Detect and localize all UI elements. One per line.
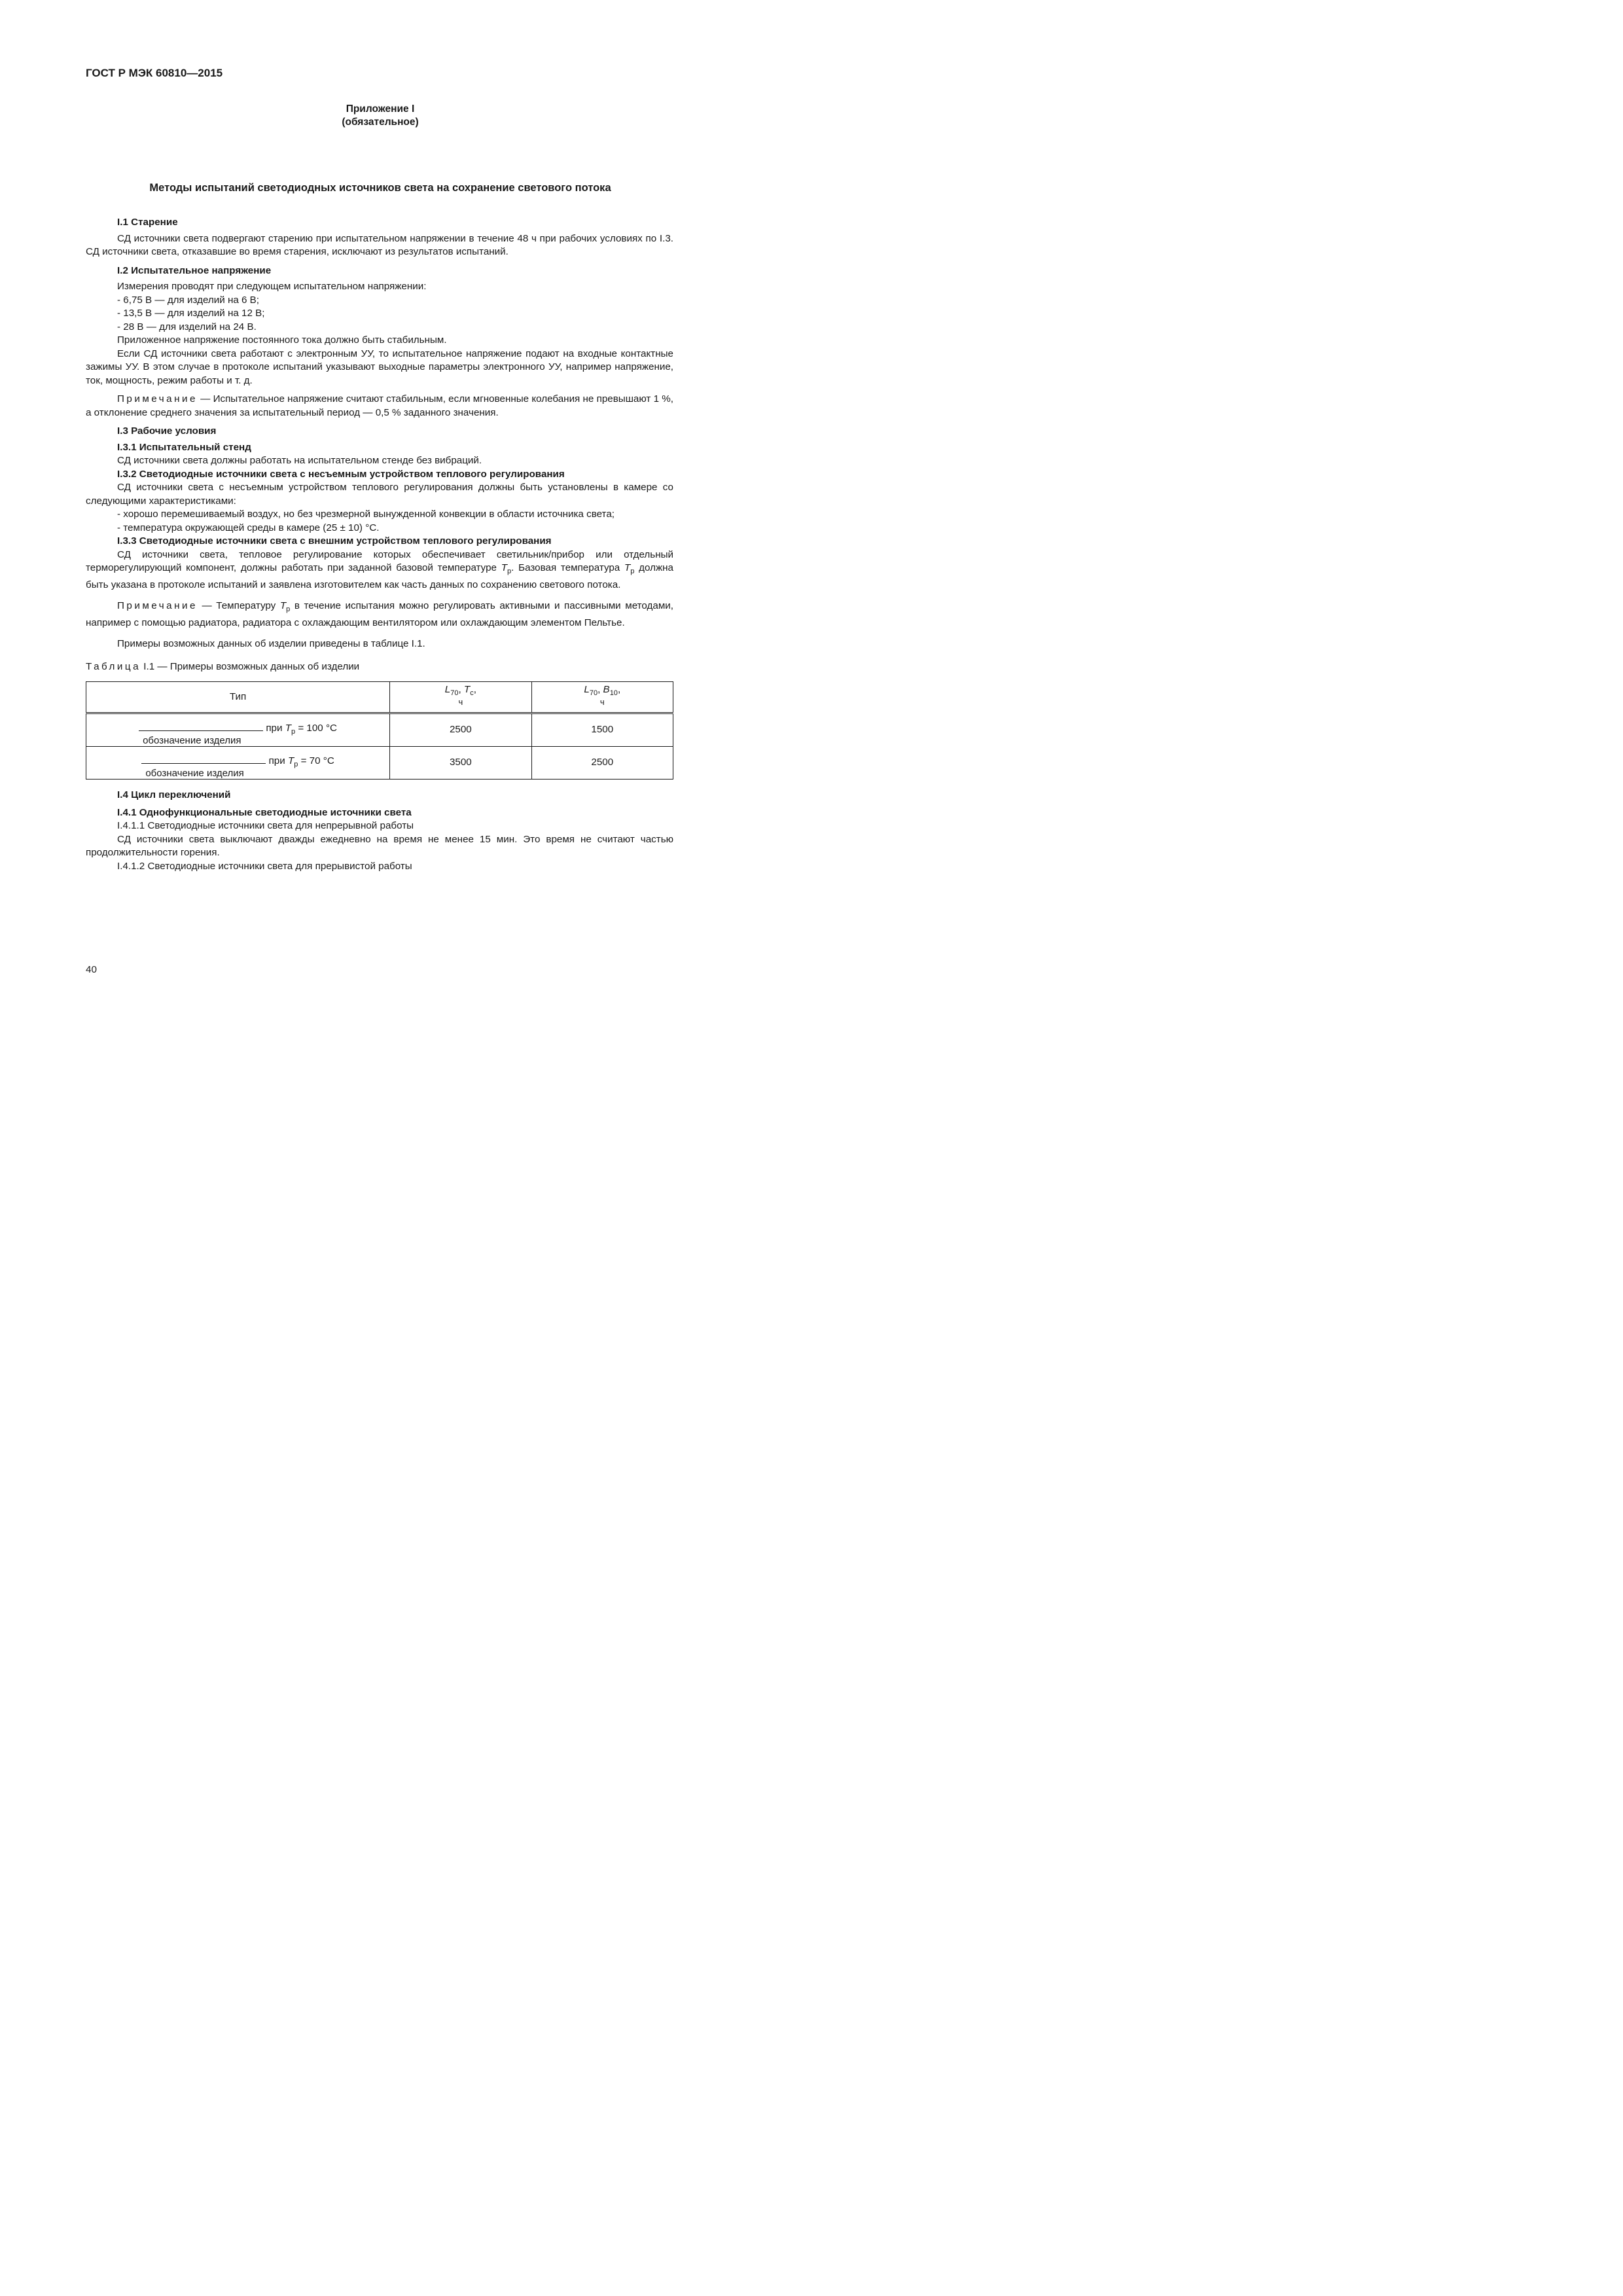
table-header-row <box>86 682 673 713</box>
paragraph-aging: СД источники света подвергают старению при испытательном напряжении в течение 48 ч при рабочих условиях по I.3. СД источники света, отказавшие во время старения, исключают из результатов испытаний. <box>86 232 673 257</box>
blank-line <box>139 730 263 731</box>
document-code: ГОСТ Р МЭК 60810—2015 <box>86 67 223 79</box>
type-cell <box>86 747 390 780</box>
symbol-subscript: p <box>286 605 291 613</box>
symbol-subscript: p <box>630 567 635 575</box>
note-temperature <box>86 600 673 630</box>
caption-text: I.1 — Примеры возможных данных об изделии <box>141 660 360 672</box>
text-run: при <box>268 755 288 766</box>
symbol: T <box>463 684 471 696</box>
subsection-heading-i32: I.3.2 Светодиодные источники света с несъемным устройством теплового регулирования <box>117 468 565 480</box>
text-run: = 70 °С <box>298 755 334 766</box>
subsection-heading-i33: I.3.3 Светодиодные источники света с внешним устройством теплового регулирования <box>117 535 552 547</box>
text-run: , <box>597 684 603 696</box>
paragraph-examples: Примеры возможных данных об изделии приведены в таблице I.1. <box>117 638 425 649</box>
subsection-heading-i31: I.3.1 Испытательный стенд <box>117 441 251 453</box>
table-caption <box>86 660 673 674</box>
text-run: в течение испытания можно регулировать активными и пассивными методами, например с помощью радиатора, радиатора с охлаждающим вентилятором или охлаждающим элементом Пельтье. <box>86 600 673 628</box>
note-label: Примечание <box>117 393 198 404</box>
header-cell-l70-b10 <box>531 682 673 713</box>
unit-label: ч <box>599 697 605 708</box>
note-label: Примечание <box>117 600 198 611</box>
symbol-t: T <box>279 600 287 611</box>
value-cell: 2500 <box>531 747 673 780</box>
product-data-table <box>86 681 673 780</box>
subsection-heading-i41: I.4.1 Однофункциональные светодиодные источники света <box>117 806 412 818</box>
symbol-t: T <box>501 562 508 573</box>
list-item: - хорошо перемешиваемый воздух, но без чрезмерной вынужденной конвекции в области источника света; <box>117 509 615 520</box>
section-heading-i2: I.2 Испытательное напряжение <box>117 264 272 276</box>
text-run: = 100 °С <box>295 722 338 734</box>
header-label: Тип <box>229 691 247 702</box>
page-number: 40 <box>86 964 97 975</box>
table-row <box>86 747 673 780</box>
symbol: L <box>584 684 590 696</box>
symbol-subscript: p <box>507 567 512 575</box>
product-designation <box>139 722 338 746</box>
value-cell: 2500 <box>390 713 531 747</box>
subsubsection-heading-i411: I.4.1.1 Светодиодные источники света для непрерывной работы <box>117 820 414 831</box>
section-heading-i3: I.3 Рабочие условия <box>117 425 217 437</box>
list-item: - 28 В — для изделий на 24 В. <box>117 321 257 332</box>
text-run: должна быть указана в протоколе испытаний и заявлена изготовителем как часть данных по сохранению светового потока. <box>86 562 673 590</box>
note-text: — Испытательное напряжение считают стабильным, если мгновенные колебания не превышают 1 %, а отклонение среднего значения за испытательный период — 0,5 % заданного значения. <box>86 393 673 418</box>
symbol: B <box>603 684 610 696</box>
symbol: L <box>444 684 451 696</box>
section-heading-i4: I.4 Цикл переключений <box>117 789 231 800</box>
header-cell-l70-tc <box>390 682 531 713</box>
text-run: — Температуру <box>197 600 280 611</box>
symbol-subscript: c <box>470 689 474 698</box>
product-designation <box>141 755 334 779</box>
document-page <box>0 0 721 1020</box>
symbol-subscript: 10 <box>609 689 618 698</box>
text-run: , <box>617 684 621 696</box>
blank-line <box>141 763 266 764</box>
annex-heading <box>0 103 760 129</box>
symbol-t: T <box>285 722 291 734</box>
paragraph-switching: СД источники света выключают дважды ежедневно на время не менее 15 мин. Это время не считают частью продолжительности горения. <box>86 833 673 858</box>
annex-number: Приложение I <box>346 103 415 115</box>
text-run: , <box>458 684 464 696</box>
symbol-subscript: p <box>294 760 298 768</box>
value-cell: 1500 <box>531 713 673 747</box>
document-body <box>86 216 673 873</box>
table-row <box>86 713 673 747</box>
type-cell <box>86 713 390 747</box>
symbol-t: T <box>287 755 294 766</box>
subsubsection-heading-i412: I.4.1.2 Светодиодные источники света для прерывистой работы <box>117 860 412 872</box>
symbol-subscript: p <box>291 727 296 736</box>
paragraph-test-rack: СД источники света должны работать на испытательном стенде без вибраций. <box>117 455 482 466</box>
header-cell-type <box>86 682 390 713</box>
annex-title: Методы испытаний светодиодных источников света на сохранение светового потока <box>149 182 611 194</box>
unit-label: ч <box>458 697 463 708</box>
paragraph-stable-voltage: Приложенное напряжение постоянного тока должно быть стабильным. <box>117 334 447 346</box>
annex-status: (обязательное) <box>342 117 419 128</box>
header-label <box>584 685 620 706</box>
symbol-subscript: 70 <box>450 689 459 698</box>
paragraph-voltage-intro: Измерения проводят при следующем испытательном напряжении: <box>117 281 427 292</box>
designation-caption: обозначение изделия <box>145 767 244 779</box>
symbol-subscript: 70 <box>589 689 598 698</box>
paragraph-reference-temperature <box>86 548 673 592</box>
text-run: при <box>266 722 285 734</box>
paragraph-electronic-gear: Если СД источники света работают с электронным УУ, то испытательное напряжение подают на входные контактные зажимы УУ. В этом случае в протоколе испытаний указывают выходные параметры электронного УУ, например напряжение, ток, мощность, режим работы и т. д. <box>86 348 673 386</box>
value-cell: 3500 <box>390 747 531 780</box>
list-item: - 13,5 В — для изделий на 12 В; <box>117 308 265 319</box>
paragraph-chamber: СД источники света с несъемным устройством теплового регулирования должны быть установлены в камере со следующими характеристиками: <box>86 482 673 507</box>
note-voltage <box>86 393 673 420</box>
header-label <box>445 685 476 706</box>
section-heading-i1: I.1 Старение <box>117 217 178 228</box>
text-run: СД источники света, тепловое регулирование которых обеспечивает светильник/прибор или отдельный терморегулирующий компонент, должны работать при заданной базовой температуре <box>86 548 673 573</box>
list-item: - 6,75 В — для изделий на 6 В; <box>117 294 260 306</box>
list-item: - температура окружающей среды в камере (25 ± 10) °С. <box>117 522 380 533</box>
symbol-t: T <box>624 562 631 573</box>
text-run: , <box>473 684 476 696</box>
caption-label: Таблица <box>86 660 141 672</box>
text-run: . Базовая температура <box>511 562 625 573</box>
designation-caption: обозначение изделия <box>143 734 241 746</box>
